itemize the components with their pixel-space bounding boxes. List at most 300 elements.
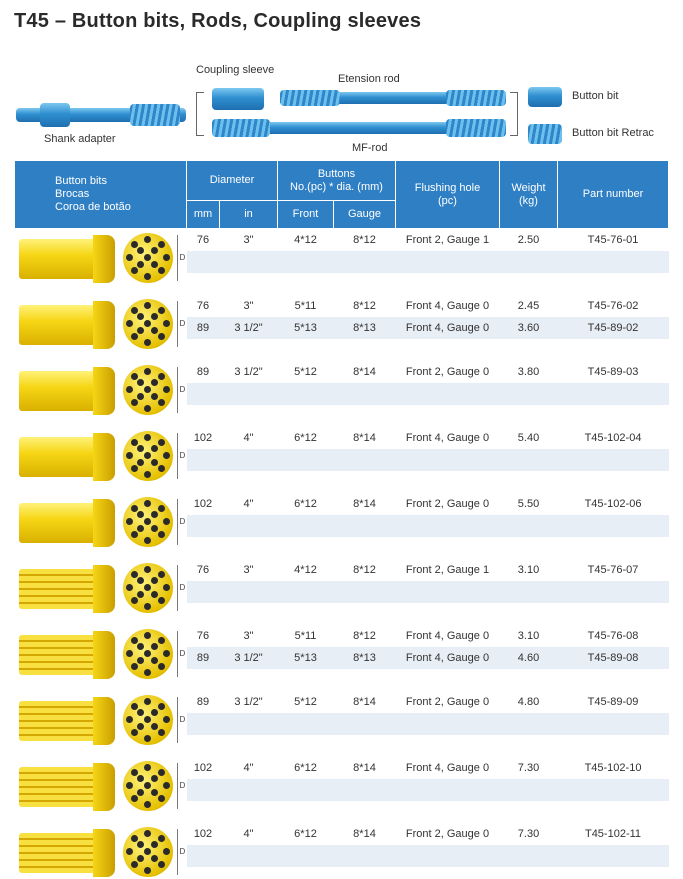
cell-part [558,669,669,691]
button-bit-image [15,229,187,295]
button-insert [151,577,158,584]
cell-front [278,405,334,427]
button-insert [151,379,158,386]
cell-part [558,779,669,801]
cell-flush: Front 4, Gauge 0 [396,647,500,669]
bit-face [123,497,173,547]
cell-weight: 3.80 [500,361,558,383]
button-insert [163,452,170,459]
button-insert [144,236,151,243]
button-insert [144,386,151,393]
button-insert [144,698,151,705]
cell-part: T45-89-02 [558,317,669,339]
cell-flush [396,273,500,295]
cell-front [278,669,334,691]
button-bit-image [15,559,187,625]
diameter-mark-label: D [179,714,186,724]
cell-mm: 76 [187,229,220,251]
button-insert [158,333,165,340]
bit-head [93,631,115,679]
button-insert [158,769,165,776]
cell-mm [187,603,220,625]
button-insert [144,735,151,742]
table-row [15,427,669,449]
cell-in: 3 1/2" [220,647,278,669]
table-row [15,823,669,845]
cell-flush: Front 4, Gauge 0 [396,295,500,317]
cell-part: T45-76-01 [558,229,669,251]
table-row [15,757,669,779]
cell-part: T45-89-03 [558,361,669,383]
cell-mm [187,449,220,471]
button-insert [151,247,158,254]
cell-flush [396,779,500,801]
button-insert [126,782,133,789]
cell-in: 3" [220,625,278,647]
button-insert [163,254,170,261]
diameter-mark [177,697,186,743]
button-insert [137,459,144,466]
header-weight: Weight (kg) [500,161,558,229]
cell-gauge: 8*14 [334,691,396,713]
bit-face [123,695,173,745]
button-insert [158,637,165,644]
bit-face [123,827,173,877]
button-bit-image [15,361,187,427]
button-insert [158,439,165,446]
button-insert [137,657,144,664]
extension-rod-thread-left [280,90,340,106]
cell-flush: Front 4, Gauge 0 [396,625,500,647]
button-insert [144,603,151,610]
bit-body [19,635,101,675]
button-insert [137,261,144,268]
cell-mm [187,845,220,867]
cell-mm [187,735,220,757]
button-insert [158,399,165,406]
cell-weight [500,779,558,801]
cell-mm [187,779,220,801]
diameter-mark-label: D [179,318,186,328]
button-insert [144,764,151,771]
cell-in [220,405,278,427]
bit-face [123,563,173,613]
cell-weight [500,339,558,361]
button-insert [137,591,144,598]
cell-mm [187,405,220,427]
cell-flush [396,405,500,427]
shank-adapter-label: Shank adapter [44,133,116,145]
bit-head [93,301,115,349]
button-insert [163,848,170,855]
button-insert [126,518,133,525]
diameter-mark [177,433,186,479]
bit-face [123,629,173,679]
button-insert [144,566,151,573]
cell-mm [187,515,220,537]
cell-weight [500,603,558,625]
cell-gauge [334,251,396,273]
table-row [15,559,669,581]
button-insert [158,373,165,380]
button-insert [126,848,133,855]
button-insert [144,830,151,837]
button-insert [131,769,138,776]
cell-mm [187,383,220,405]
cell-weight: 3.10 [500,625,558,647]
cell-front: 5*11 [278,625,334,647]
bit-head [93,433,115,481]
header-part-number: Part number [558,161,669,229]
button-insert [163,518,170,525]
bit-head [93,367,115,415]
button-insert [158,241,165,248]
cell-gauge: 8*13 [334,317,396,339]
button-insert [137,723,144,730]
button-insert [131,663,138,670]
button-insert [151,789,158,796]
cell-front [278,867,334,879]
cell-front: 5*11 [278,295,334,317]
cell-flush: Front 2, Gauge 0 [396,361,500,383]
bit-body [19,371,101,411]
diameter-mark-label: D [179,450,186,460]
shank-adapter-collar [40,103,70,127]
button-insert [131,241,138,248]
table-row [15,229,669,251]
cell-weight [500,735,558,757]
cell-weight: 4.80 [500,691,558,713]
button-insert [144,500,151,507]
cell-front: 6*12 [278,757,334,779]
cell-weight [500,537,558,559]
cell-mm [187,669,220,691]
cell-gauge [334,471,396,493]
cell-mm: 76 [187,625,220,647]
cell-gauge [334,779,396,801]
cell-weight: 2.50 [500,229,558,251]
button-insert [137,379,144,386]
cell-weight: 5.50 [500,493,558,515]
cell-in: 4" [220,493,278,515]
cell-gauge [334,713,396,735]
cell-in [220,581,278,603]
cell-flush [396,867,500,879]
cell-front [278,471,334,493]
cell-gauge [334,515,396,537]
cell-part [558,251,669,273]
cell-weight [500,669,558,691]
bit-head [93,499,115,547]
button-insert [158,597,165,604]
button-insert [158,729,165,736]
cell-flush [396,603,500,625]
cell-mm [187,273,220,295]
button-insert [137,709,144,716]
button-insert [137,577,144,584]
cell-part: T45-76-02 [558,295,669,317]
table-row [15,691,669,713]
cell-gauge [334,801,396,823]
cell-part [558,339,669,361]
diameter-mark-label: D [179,384,186,394]
cell-gauge: 8*14 [334,427,396,449]
button-insert [126,452,133,459]
button-insert [163,320,170,327]
button-insert [151,709,158,716]
button-insert [158,663,165,670]
button-insert [151,775,158,782]
mf-rod-thread-left [212,119,270,137]
table-row [15,625,669,647]
cell-gauge: 8*12 [334,295,396,317]
button-insert [131,729,138,736]
button-insert [137,775,144,782]
cell-gauge [334,669,396,691]
bit-face [123,233,173,283]
button-insert [144,632,151,639]
button-insert [137,841,144,848]
button-insert [131,333,138,340]
button-insert [163,650,170,657]
cell-flush [396,251,500,273]
bit-body [19,767,101,807]
cell-front [278,383,334,405]
button-insert [151,657,158,664]
button-insert [126,386,133,393]
cell-gauge [334,449,396,471]
button-insert [137,525,144,532]
bit-body [19,239,101,279]
button-insert [158,835,165,842]
button-insert [151,393,158,400]
cell-weight: 4.60 [500,647,558,669]
cell-mm: 102 [187,757,220,779]
cell-part: T45-89-08 [558,647,669,669]
bit-head [93,697,115,745]
cell-weight [500,449,558,471]
button-insert [131,571,138,578]
cell-flush [396,713,500,735]
bit-head [93,235,115,283]
button-insert [131,307,138,314]
cell-in: 3" [220,295,278,317]
cell-mm: 102 [187,493,220,515]
cell-gauge [334,383,396,405]
cell-in [220,801,278,823]
table-row [15,493,669,515]
button-bit-retrac-image [528,124,562,144]
cell-in: 3" [220,229,278,251]
button-insert [151,313,158,320]
cell-weight: 3.60 [500,317,558,339]
button-insert [158,267,165,274]
button-insert [126,650,133,657]
coupling-sleeve-label: Coupling sleeve [196,64,275,76]
cell-mm: 89 [187,691,220,713]
cell-flush: Front 2, Gauge 1 [396,559,500,581]
cell-mm: 89 [187,361,220,383]
cell-flush: Front 4, Gauge 0 [396,427,500,449]
table-row [15,295,669,317]
button-bit-image [528,87,562,107]
button-insert [151,841,158,848]
button-insert [131,795,138,802]
bit-head [93,565,115,613]
diameter-mark [177,565,186,611]
cell-part [558,713,669,735]
cell-in [220,251,278,273]
button-insert [137,511,144,518]
cell-mm [187,713,220,735]
cell-in [220,515,278,537]
cell-in [220,669,278,691]
button-insert [131,465,138,472]
cell-weight [500,801,558,823]
button-bit-label: Button bit [572,90,619,102]
header-mm: mm [187,201,220,229]
button-insert [137,445,144,452]
diameter-mark [177,301,186,347]
button-insert [163,782,170,789]
button-insert [126,320,133,327]
cell-front [278,273,334,295]
button-insert [131,531,138,538]
button-insert [151,445,158,452]
button-bit-image [15,757,187,823]
left-bracket [196,92,204,136]
bit-body [19,569,101,609]
cell-front [278,581,334,603]
cell-part: T45-76-07 [558,559,669,581]
cell-weight [500,515,558,537]
mf-rod-thread-right [446,119,506,137]
cell-weight [500,845,558,867]
cell-weight [500,581,558,603]
product-diagram [0,52,683,160]
cell-weight: 2.45 [500,295,558,317]
cell-front: 6*12 [278,493,334,515]
cell-weight [500,273,558,295]
cell-gauge [334,867,396,879]
header-in: in [220,201,278,229]
cell-front [278,251,334,273]
button-insert [144,368,151,375]
button-insert [137,327,144,334]
cell-in [220,867,278,879]
button-insert [144,669,151,676]
cell-part: T45-76-08 [558,625,669,647]
cell-flush: Front 2, Gauge 1 [396,229,500,251]
cell-part [558,405,669,427]
cell-in [220,273,278,295]
button-insert [144,405,151,412]
button-insert [131,597,138,604]
cell-part [558,537,669,559]
button-insert [144,302,151,309]
bit-body [19,833,101,873]
cell-flush [396,669,500,691]
cell-mm [187,251,220,273]
page-title: T45 – Button bits, Rods, Coupling sleeves [14,10,422,32]
cell-mm: 89 [187,317,220,339]
button-insert [163,716,170,723]
cell-weight: 7.30 [500,757,558,779]
button-insert [144,867,151,874]
cell-gauge [334,339,396,361]
cell-front: 5*12 [278,361,334,383]
cell-front [278,449,334,471]
cell-gauge: 8*12 [334,229,396,251]
button-bit-image [15,625,187,691]
cell-mm [187,867,220,879]
table-row [15,361,669,383]
cell-part [558,471,669,493]
button-bit-image [15,493,187,559]
cell-front [278,515,334,537]
cell-part [558,581,669,603]
cell-in [220,537,278,559]
cell-mm: 76 [187,559,220,581]
button-insert [144,339,151,346]
cell-mm [187,339,220,361]
cell-in: 3 1/2" [220,691,278,713]
cell-weight [500,713,558,735]
button-insert [131,703,138,710]
cell-flush: Front 2, Gauge 0 [396,823,500,845]
button-bit-image [15,691,187,757]
coupling-sleeve-image [212,88,264,110]
cell-front [278,735,334,757]
button-insert [137,789,144,796]
cell-weight: 7.30 [500,823,558,845]
cell-flush [396,801,500,823]
cell-front: 4*12 [278,559,334,581]
bit-head [93,763,115,811]
header-front: Front [278,201,334,229]
cell-part [558,515,669,537]
cell-in: 4" [220,757,278,779]
extension-rod-label: Etension rod [338,73,400,85]
button-insert [158,505,165,512]
cell-part [558,845,669,867]
cell-flush [396,581,500,603]
button-insert [131,439,138,446]
button-insert [144,584,151,591]
button-insert [137,855,144,862]
button-insert [151,643,158,650]
button-insert [151,511,158,518]
cell-gauge [334,581,396,603]
cell-part: T45-89-09 [558,691,669,713]
cell-front [278,713,334,735]
cell-front: 4*12 [278,229,334,251]
button-insert [144,801,151,808]
button-insert [144,848,151,855]
cell-in [220,449,278,471]
cell-mm: 102 [187,823,220,845]
bit-head [93,829,115,877]
cell-in [220,845,278,867]
button-insert [126,584,133,591]
header-buttons: Buttons No.(pc) * dia. (mm) [278,161,396,201]
cell-flush [396,449,500,471]
button-insert [126,254,133,261]
button-insert [151,591,158,598]
button-insert [151,459,158,466]
cell-gauge: 8*12 [334,625,396,647]
bit-body [19,305,101,345]
